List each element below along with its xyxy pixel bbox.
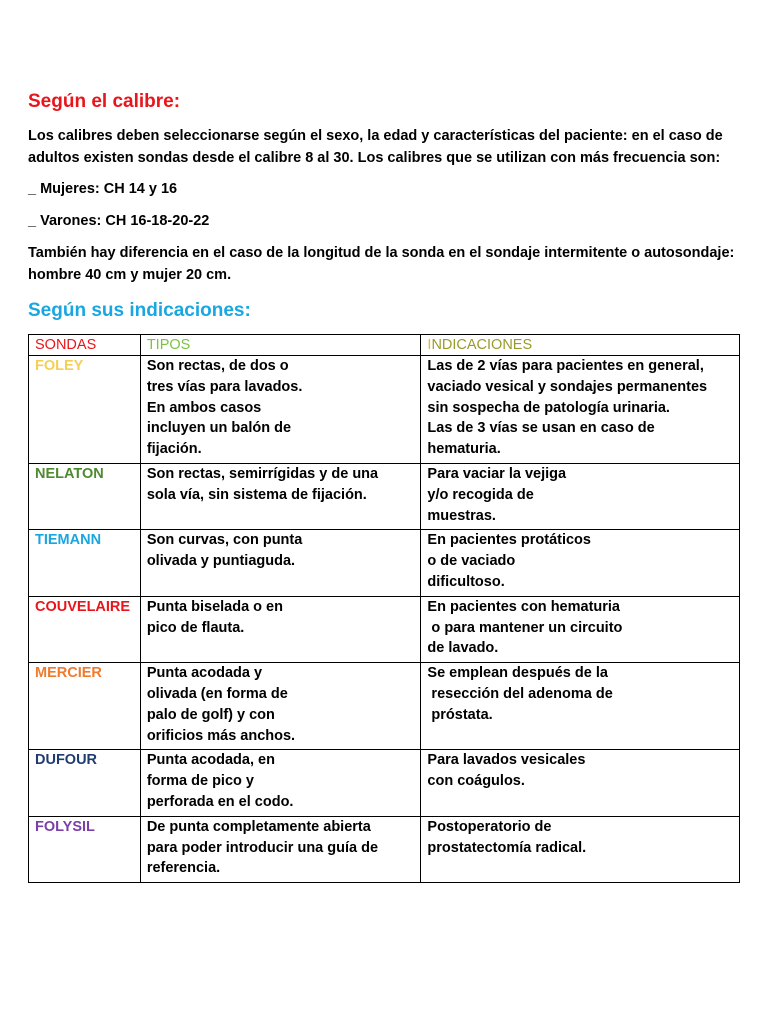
catheter-name: FOLEY [35, 358, 84, 374]
tipos-line: sola vía, sin sistema de fijación. [146, 486, 367, 503]
indicaciones-line: próstata. [427, 706, 493, 723]
catheter-tipos-cell [140, 750, 421, 816]
length-note-paragraph: También hay diferencia en el caso de la longitud de la sonda en el sondaje intermitente o autosondaje: hombre 40 cm y mujer 20 cm. [28, 245, 735, 283]
indicaciones-line: Para vaciar la vejiga [427, 465, 567, 482]
indicaciones-line: sin sospecha de patología urinaria. [427, 399, 670, 416]
tipos-line: Punta acodada y [146, 665, 263, 682]
catheter-name: NELATON [35, 465, 104, 482]
catheter-name-cell [29, 463, 141, 529]
catheter-name-cell [29, 356, 141, 464]
table-row [29, 356, 740, 464]
indicaciones-line: Las de 3 vías se usan en caso de [427, 420, 655, 437]
catheter-name: MERCIER [35, 665, 102, 682]
document-page [28, 90, 740, 883]
tipos-line: incluyen un balón de [146, 420, 292, 437]
indicaciones-line: Para lavados vesicales [427, 752, 586, 769]
catheter-indicaciones-cell [421, 596, 740, 662]
header-indicaciones-initial: I [427, 337, 432, 353]
indicaciones-line: dificultoso. [427, 573, 505, 590]
indicaciones-line: Las de 2 vías para pacientes en general, [427, 358, 704, 374]
catheter-name: FOLYSIL [35, 818, 95, 835]
tipos-line: Son curvas, con punta [146, 532, 303, 549]
catheter-tipos-cell [140, 530, 421, 596]
header-sondas: SONDAS [29, 335, 141, 356]
indicaciones-line: Se emplean después de la [427, 665, 608, 682]
catheter-indicaciones-cell [421, 816, 740, 882]
indicaciones-line: vaciado vesical y sondajes permanentes [427, 378, 708, 395]
tipos-line: Son rectas, de dos o [146, 358, 289, 374]
tipos-line: olivada (en forma de [146, 685, 288, 702]
indicaciones-line: En pacientes protáticos [427, 532, 591, 549]
catheter-tipos-cell [140, 356, 421, 464]
tipos-line: fijación. [146, 441, 202, 458]
table-row [29, 663, 740, 750]
catheter-indicaciones-cell [421, 663, 740, 750]
catheter-tipos-cell [140, 816, 421, 882]
indicaciones-line: hematuria. [427, 441, 501, 458]
catheter-name-cell [29, 816, 141, 882]
tipos-line: forma de pico y [146, 773, 254, 790]
table-row [29, 463, 740, 529]
catheter-name: COUVELAIRE [35, 598, 131, 615]
indicaciones-line: de lavado. [427, 640, 499, 657]
catheter-tipos-cell [140, 663, 421, 750]
indicaciones-line: muestras. [427, 507, 496, 524]
indicaciones-line: prostatectomía radical. [427, 839, 587, 856]
calibre-intro-paragraph: Los calibres deben seleccionarse según el sexo, la edad y características del paciente: en el caso de adultos existen sondas desde el calibre 8 al 30. Los calibres que se utilizan con más frecuencia son: [28, 128, 723, 166]
section-title-indicaciones: Según sus indicaciones: [28, 300, 251, 321]
indicaciones-line: o para mantener un circuito [427, 619, 623, 636]
indicaciones-line: resección del adenoma de [427, 685, 613, 702]
catheter-table [28, 334, 740, 883]
table-row [29, 530, 740, 596]
tipos-line: palo de golf) y con [146, 706, 275, 723]
calibre-women-item: _ Mujeres: CH 14 y 16 [28, 181, 178, 197]
catheter-indicaciones-cell [421, 356, 740, 464]
tipos-line: Son rectas, semirrígidas y de una [146, 465, 379, 482]
header-indicaciones [421, 335, 740, 356]
tipos-line: De punta completamente abierta [146, 818, 371, 835]
tipos-line: olivada y puntiaguda. [146, 553, 296, 570]
indicaciones-line: Postoperatorio de [427, 818, 552, 835]
catheter-indicaciones-cell [421, 530, 740, 596]
catheter-name-cell [29, 750, 141, 816]
indicaciones-line: o de vaciado [427, 553, 516, 570]
tipos-line: Punta biselada o en [146, 598, 283, 615]
calibre-men-item: _ Varones: CH 16-18-20-22 [28, 213, 210, 229]
tipos-line: tres vías para lavados. [146, 378, 303, 395]
tipos-line: En ambos casos [146, 399, 262, 416]
catheter-name-cell [29, 663, 141, 750]
catheter-indicaciones-cell [421, 750, 740, 816]
header-indicaciones-rest: NDICACIONES [431, 337, 533, 353]
catheter-name-cell [29, 530, 141, 596]
table-row [29, 596, 740, 662]
tipos-line: para poder introducir una guía de [146, 839, 379, 856]
catheter-name: TIEMANN [35, 532, 102, 549]
catheter-tipos-cell [140, 463, 421, 529]
tipos-line: perforada en el codo. [146, 793, 294, 810]
tipos-line: referencia. [146, 860, 221, 877]
table-row [29, 816, 740, 882]
catheter-name-cell [29, 596, 141, 662]
tipos-line: Punta acodada, en [146, 752, 275, 769]
catheter-indicaciones-cell [421, 463, 740, 529]
table-header-row [29, 335, 740, 356]
catheter-tipos-cell [140, 596, 421, 662]
indicaciones-line: y/o recogida de [427, 486, 534, 503]
indicaciones-line: En pacientes con hematuria [427, 598, 620, 615]
tipos-line: orificios más anchos. [146, 727, 296, 744]
table-row [29, 750, 740, 816]
tipos-line: pico de flauta. [146, 619, 245, 636]
section-title-calibre: Según el calibre: [28, 91, 181, 112]
header-tipos: TIPOS [140, 335, 421, 356]
catheter-name: DUFOUR [35, 752, 98, 769]
indicaciones-line: con coágulos. [427, 773, 525, 790]
